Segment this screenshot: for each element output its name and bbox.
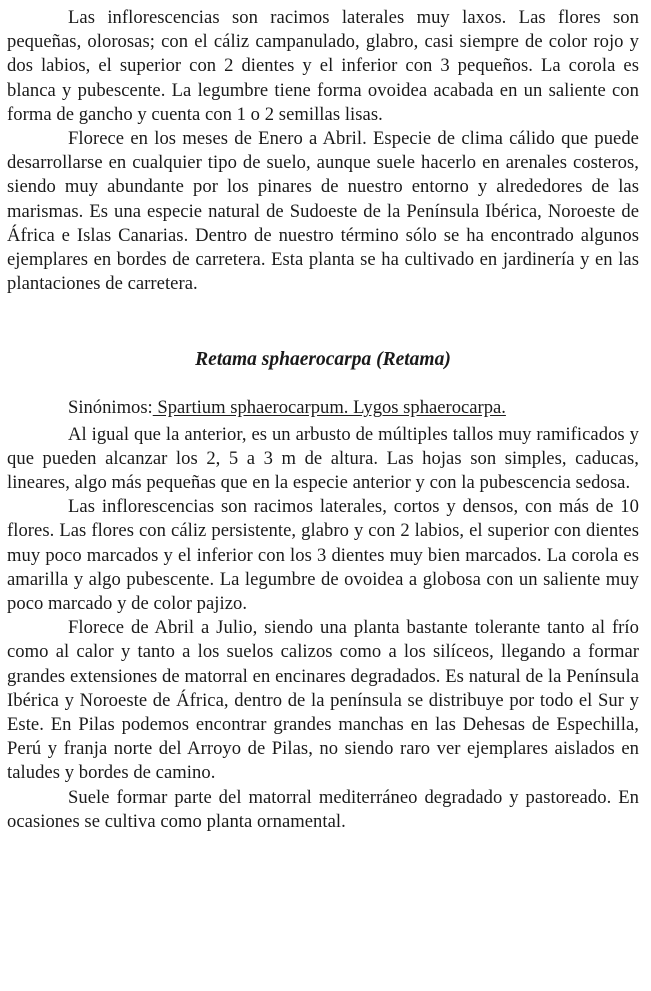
section-paragraph-4: Suele formar parte del matorral mediterráneo degradado y pastoreado. En ocasiones se cultiva como planta ornamental. bbox=[7, 786, 639, 832]
section-title: Retama sphaerocarpa (Retama) bbox=[195, 349, 451, 371]
section-paragraph-2: Las inflorescencias son racimos laterales, cortos y densos, con más de 10 flores. Las flores con cáliz persistente, glabro y con 2 labios, el superior con dientes muy poco marcados y el inferior con los 3 dientes muy bien marcados. La corola es amarilla y algo pubescente. La legumbre de ovoidea a globosa con un saliente muy poco marcado y de color pajizo. bbox=[7, 496, 639, 615]
synonyms-value: Spartium sphaerocarpum. Lygos sphaerocarpa. bbox=[152, 397, 506, 419]
intro-paragraph-1: Las inflorescencias son racimos laterales muy laxos. Las flores son pequeñas, olorosas; con el cáliz campanulado, glabro, casi siempre de color rojo y dos labios, el superior con 2 dientes y el inferior con 3 pequeños. La corola es blanca y pubescente. La legumbre tiene forma ovoidea acabada en un saliente con forma de gancho y cuenta con 1 o 2 semillas lisas. bbox=[7, 7, 639, 125]
document-page bbox=[7, 6, 639, 834]
section-paragraph-1: Al igual que la anterior, es un arbusto de múltiples tallos muy ramificados y que pueden alcanzar los 2, 5 a 3 m de altura. Las hojas son simples, caducas, lineares, algo más pequeñas que en la especie anterior y con la pubescencia sedosa. bbox=[7, 423, 639, 494]
synonyms-line bbox=[7, 396, 639, 420]
synonyms-label: Sinónimos: bbox=[68, 397, 153, 419]
intro-paragraph-2: Florece en los meses de Enero a Abril. Especie de clima cálido que puede desarrollarse en cualquier tipo de suelo, aunque suele hacerlo en arenales costeros, siendo muy abundante por los pinares de nuestro entorno y alrededores de las marismas. Es una especie natural de Sudoeste de la Península Ibérica, Noroeste de África e Islas Canarias. Dentro de nuestro término sólo se ha encontrado algunos ejemplares en bordes de carretera. Esta planta se ha cultivado en jardinería y en las plantaciones de carretera. bbox=[7, 128, 639, 295]
section-paragraph-3: Florece de Abril a Julio, siendo una planta bastante tolerante tanto al frío como al calor y tanto a los suelos calizos como a los silíceos, llegando a formar grandes extensiones de matorral en encinares degradados. Es natural de la Península Ibérica y Noroeste de África, dentro de la península se distribuye por todo el Sur y Este. En Pilas podemos encontrar grandes manchas en las Dehesas de Espechilla, Perú y franja norte del Arroyo de Pilas, no siendo raro ver ejemplares aislados en taludes y bordes de camino. bbox=[7, 617, 639, 784]
